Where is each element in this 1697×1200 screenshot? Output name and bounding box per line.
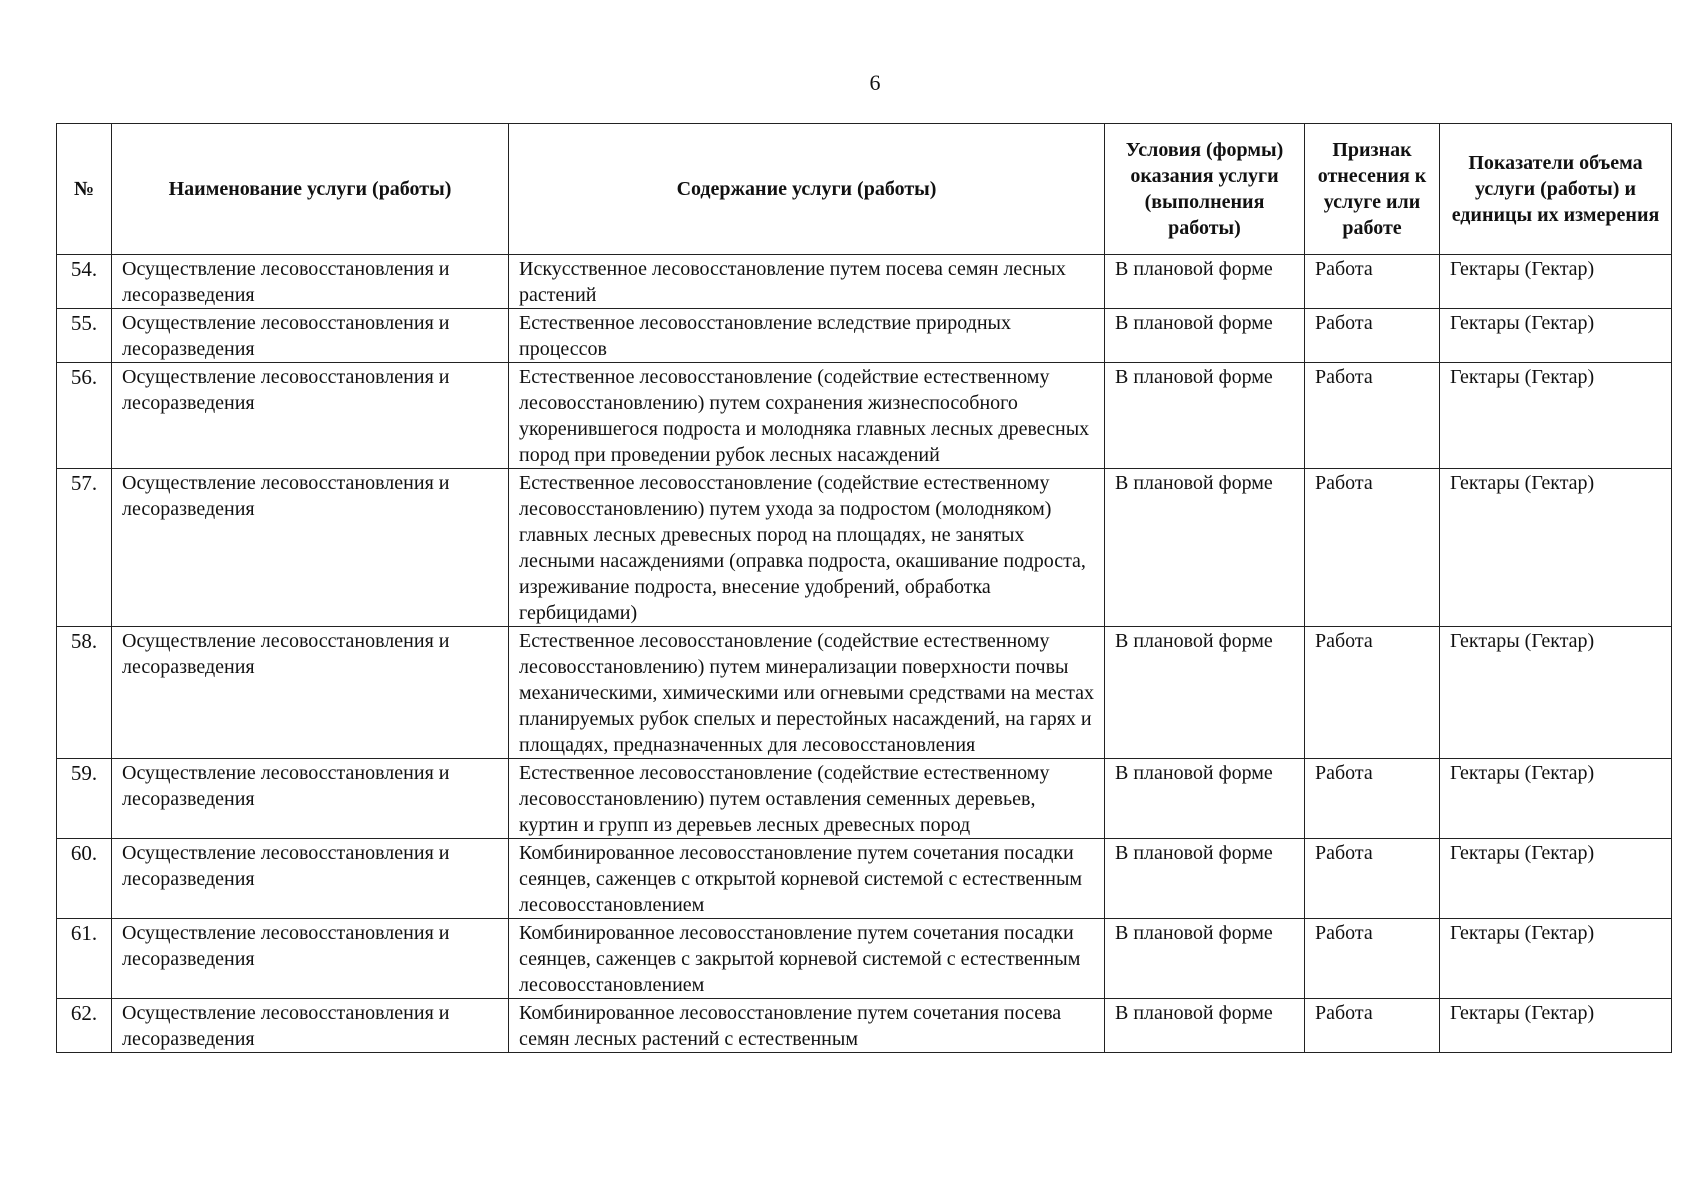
service-attribute: Работа xyxy=(1305,363,1440,469)
service-attribute: Работа xyxy=(1305,759,1440,839)
row-number: 56. xyxy=(57,363,112,469)
header-content: Содержание услуги (работы) xyxy=(509,124,1105,255)
service-indicators: Гектары (Гектар) xyxy=(1440,469,1672,627)
row-number: 60. xyxy=(57,839,112,919)
services-table xyxy=(56,123,1672,1053)
table-row xyxy=(57,363,1672,469)
table-header-row xyxy=(57,124,1672,255)
service-name: Осуществление лесовосстановления и лесоразведения xyxy=(112,255,509,309)
service-content: Комбинированное лесовосстановление путем сочетания посадки сеянцев, саженцев с закрытой корневой системой с естественным лесовосстановлением xyxy=(509,919,1105,999)
service-attribute: Работа xyxy=(1305,999,1440,1053)
service-conditions: В плановой форме xyxy=(1105,255,1305,309)
service-conditions: В плановой форме xyxy=(1105,759,1305,839)
table-row xyxy=(57,839,1672,919)
table-row xyxy=(57,919,1672,999)
service-name: Осуществление лесовосстановления и лесоразведения xyxy=(112,309,509,363)
service-name: Осуществление лесовосстановления и лесоразведения xyxy=(112,627,509,759)
header-name: Наименование услуги (работы) xyxy=(112,124,509,255)
service-name: Осуществление лесовосстановления и лесоразведения xyxy=(112,363,509,469)
row-number: 57. xyxy=(57,469,112,627)
service-conditions: В плановой форме xyxy=(1105,309,1305,363)
service-content: Комбинированное лесовосстановление путем сочетания посадки сеянцев, саженцев с открытой корневой системой с естественным лесовосстановлением xyxy=(509,839,1105,919)
service-indicators: Гектары (Гектар) xyxy=(1440,759,1672,839)
row-number: 62. xyxy=(57,999,112,1053)
header-indicators: Показатели объема услуги (работы) и единицы их измерения xyxy=(1440,124,1672,255)
service-name: Осуществление лесовосстановления и лесоразведения xyxy=(112,759,509,839)
service-indicators: Гектары (Гектар) xyxy=(1440,255,1672,309)
service-name: Осуществление лесовосстановления и лесоразведения xyxy=(112,839,509,919)
table-row xyxy=(57,759,1672,839)
service-content: Естественное лесовосстановление (содействие естественному лесовосстановлению) путем минерализации поверхности почвы механическими, химическими или огневыми средствами на местах планируемых рубок спелых и перестойных насаждений, на гарях и площадях, предназначенных для лесовосстановления xyxy=(509,627,1105,759)
table-row xyxy=(57,309,1672,363)
header-attribute: Признак отнесения к услуге или работе xyxy=(1305,124,1440,255)
service-content: Естественное лесовосстановление вследствие природных процессов xyxy=(509,309,1105,363)
service-conditions: В плановой форме xyxy=(1105,919,1305,999)
table-row xyxy=(57,999,1672,1053)
table-row xyxy=(57,627,1672,759)
service-content: Искусственное лесовосстановление путем посева семян лесных растений xyxy=(509,255,1105,309)
service-content: Комбинированное лесовосстановление путем сочетания посева семян лесных растений с естественным xyxy=(509,999,1105,1053)
service-conditions: В плановой форме xyxy=(1105,839,1305,919)
service-indicators: Гектары (Гектар) xyxy=(1440,919,1672,999)
service-conditions: В плановой форме xyxy=(1105,999,1305,1053)
row-number: 54. xyxy=(57,255,112,309)
header-num: № xyxy=(57,124,112,255)
header-conditions: Условия (формы) оказания услуги (выполнения работы) xyxy=(1105,124,1305,255)
service-name: Осуществление лесовосстановления и лесоразведения xyxy=(112,469,509,627)
service-attribute: Работа xyxy=(1305,627,1440,759)
service-content: Естественное лесовосстановление (содействие естественному лесовосстановлению) путем сохранения жизнеспособного укоренившегося подроста и молодняка главных лесных древесных пород при проведении рубок лесных насаждений xyxy=(509,363,1105,469)
service-name: Осуществление лесовосстановления и лесоразведения xyxy=(112,919,509,999)
service-attribute: Работа xyxy=(1305,469,1440,627)
service-content: Естественное лесовосстановление (содействие естественному лесовосстановлению) путем ухода за подростом (молодняком) главных лесных древесных пород на площадях, не занятых лесными насаждениями (оправка подроста, окашивание подроста, изреживание подроста, внесение удобрений, обработка гербицидами) xyxy=(509,469,1105,627)
service-indicators: Гектары (Гектар) xyxy=(1440,839,1672,919)
service-content: Естественное лесовосстановление (содействие естественному лесовосстановлению) путем оставления семенных деревьев, куртин и групп из деревьев лесных древесных пород xyxy=(509,759,1105,839)
table-row xyxy=(57,255,1672,309)
row-number: 59. xyxy=(57,759,112,839)
service-attribute: Работа xyxy=(1305,919,1440,999)
page-number: 6 xyxy=(869,70,881,95)
service-attribute: Работа xyxy=(1305,255,1440,309)
service-conditions: В плановой форме xyxy=(1105,627,1305,759)
table-row xyxy=(57,469,1672,627)
service-conditions: В плановой форме xyxy=(1105,363,1305,469)
service-indicators: Гектары (Гектар) xyxy=(1440,363,1672,469)
service-attribute: Работа xyxy=(1305,839,1440,919)
service-attribute: Работа xyxy=(1305,309,1440,363)
row-number: 55. xyxy=(57,309,112,363)
row-number: 61. xyxy=(57,919,112,999)
service-name: Осуществление лесовосстановления и лесоразведения xyxy=(112,999,509,1053)
service-indicators: Гектары (Гектар) xyxy=(1440,999,1672,1053)
service-indicators: Гектары (Гектар) xyxy=(1440,627,1672,759)
row-number: 58. xyxy=(57,627,112,759)
service-conditions: В плановой форме xyxy=(1105,469,1305,627)
service-indicators: Гектары (Гектар) xyxy=(1440,309,1672,363)
